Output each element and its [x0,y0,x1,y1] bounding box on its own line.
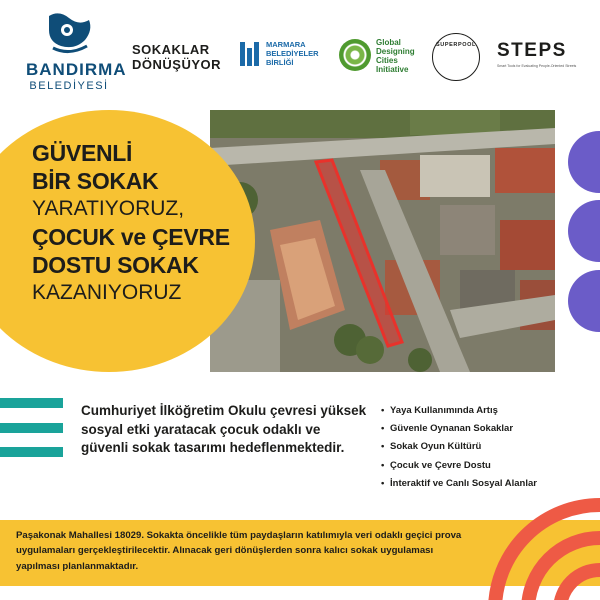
benefit-item: • İnteraktif ve Canlı Sosyal Alanlar [381,475,596,493]
decor-concentric-arcs [450,470,600,600]
bandirma-name: BANDIRMA [26,60,127,79]
benefit-item: • Yaya Kullanımında Artış [381,402,596,420]
benefit-item: • Güvenle Oynanan Sokaklar [381,420,596,438]
superpool-text: SUPERPOOL [436,42,476,48]
steps-tagline: Smart Tools for Evaluating People-Oriented Streets [497,64,577,68]
headline-line2: BİR SOKAK [32,168,159,194]
steps-name: STEPS [497,40,567,61]
headline-line5: DOSTU SOKAK [32,252,199,278]
superpool-ring-logo-icon [432,33,480,81]
decor-purple-circle [568,270,600,332]
gdci-line1: Global [376,38,401,47]
headline-line6: KAZANIYORUZ [32,281,182,304]
decor-purple-circle [568,131,600,193]
steps-logo [497,40,577,68]
marmara-line1: MARMARA [266,40,306,49]
decor-purple-circle [568,200,600,262]
headline-line4: ÇOCUK ve ÇEVRE [32,224,230,250]
bandirma-seagull-logo-icon [39,10,99,58]
decor-teal-stripe [0,447,63,457]
marmara-logo [240,40,336,70]
gdci-circle-logo-icon [339,39,371,71]
headline-line3: YARATIYORUZ, [32,197,185,220]
gdci-line3: Cities [376,56,398,65]
marmara-line2: BELEDİYELER [266,49,319,58]
footer-text: Paşakonak Mahallesi 18029. Sokakta öncelikle tüm paydaşların katılımıyla veri odaklı geçici prova uygulamaları gerçekleştirilecektir. Alınacak geri dönüşlerden sonra kalıcı sokak uygulaması yapılması planlanmaktadır. [16,530,462,572]
bandirma-sub: BELEDİYESİ [29,80,109,92]
sokaklar-donusuyor-logo [132,42,224,72]
benefit-item: • Sokak Oyun Kültürü [381,438,596,456]
marmara-bars-logo-icon [240,42,260,66]
header-logos [0,0,600,110]
sokaklar-line2: DÖNÜŞÜYOR [132,57,222,72]
gdci-logo [339,37,443,77]
project-description: Cumhuriyet İlköğretim Okulu çevresi yüksek sosyal etki yaratacak çocuk odaklı ve güvenli sokak tasarımı hedeflenmektedir. [81,403,367,456]
headline [32,139,262,307]
gdci-line4: Initiative [376,65,409,74]
decor-teal-stripe [0,398,63,408]
marmara-line3: BİRLİĞİ [266,58,294,67]
marmara-text [266,40,336,67]
gdci-line2: Designing [376,47,415,56]
sokaklar-line1: SOKAKLAR [132,42,210,57]
bandirma-logo [26,10,127,100]
decor-teal-stripe [0,423,63,433]
benefit-item: • Çocuk ve Çevre Dostu [381,457,596,475]
headline-line1: GÜVENLİ [32,140,133,166]
